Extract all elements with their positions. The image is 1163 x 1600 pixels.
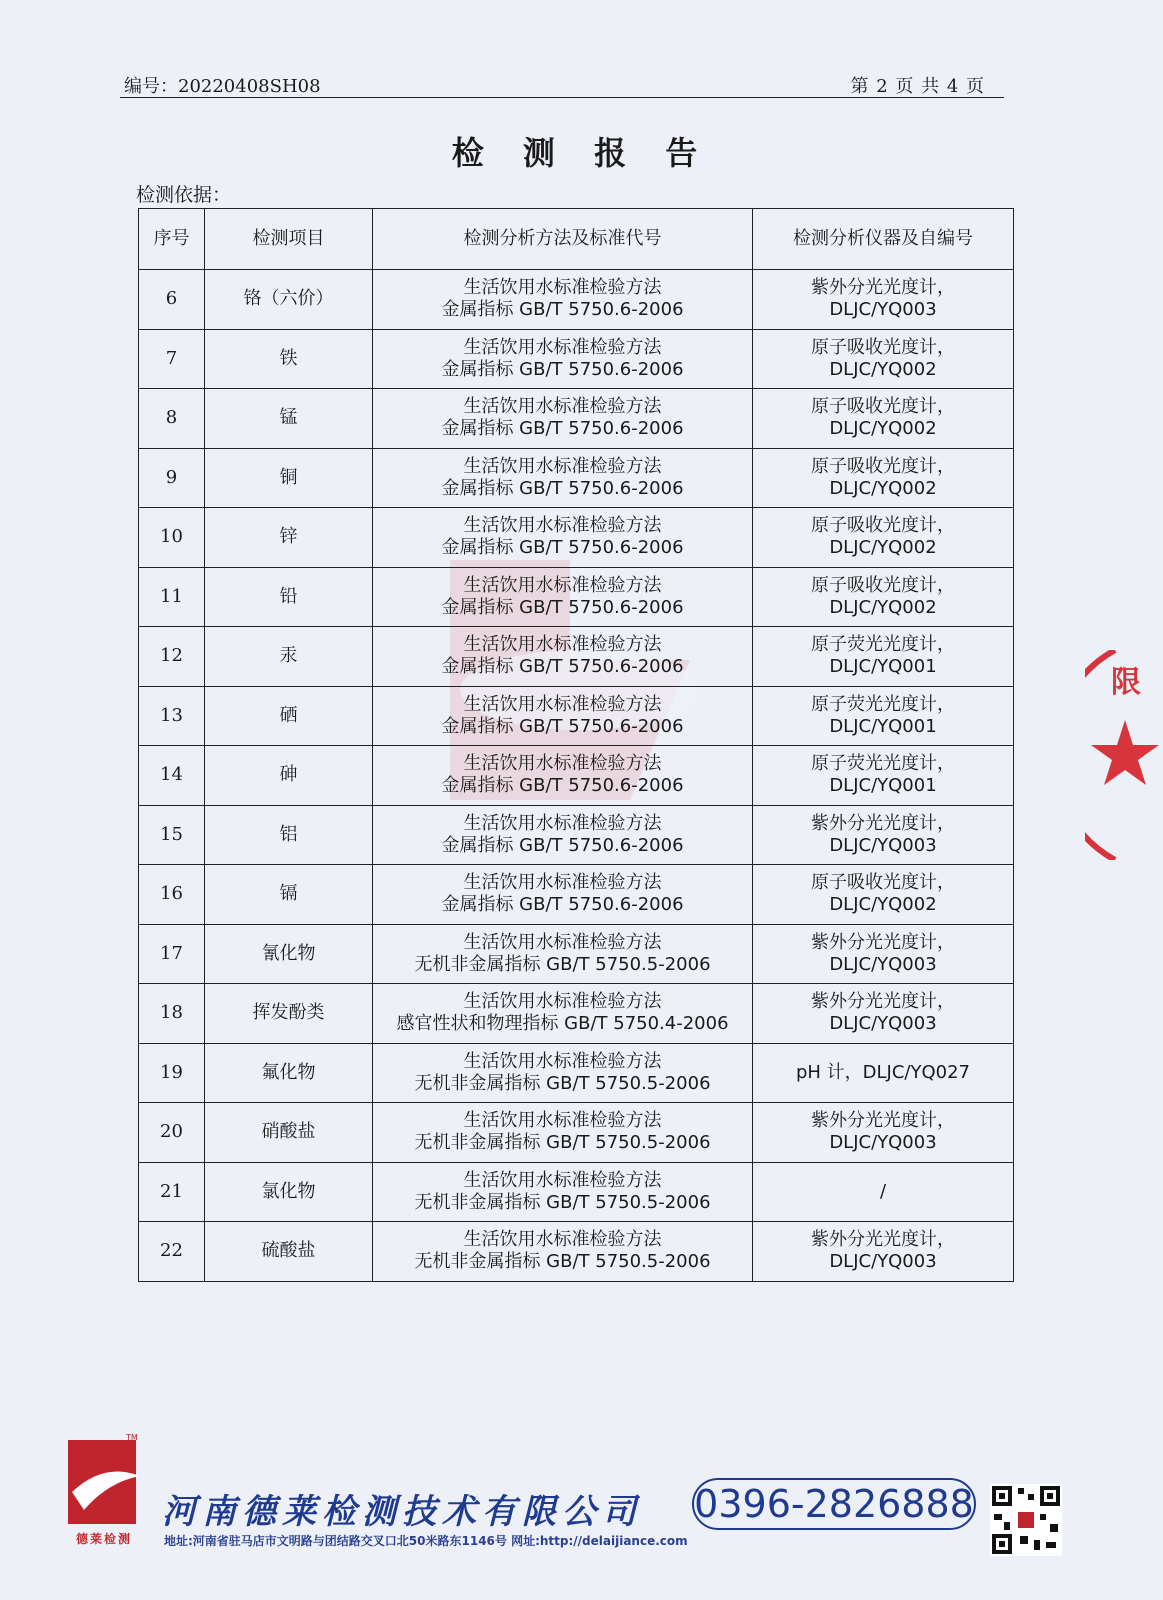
method-line-2: 无机非金属指标 GB/T 5750.5-2006 — [414, 953, 711, 975]
test-item: 硒 — [205, 686, 373, 746]
method-line-1: 生活饮用水标准检验方法 — [463, 1050, 662, 1072]
method-cell — [373, 627, 753, 687]
instrument-line-1: 原子吸收光度计， — [811, 455, 955, 477]
row-number: 22 — [139, 1222, 205, 1282]
row-number: 15 — [139, 805, 205, 865]
instrument-line-2: DLJC/YQ003 — [829, 1132, 937, 1154]
instrument-cell — [753, 567, 1014, 627]
instrument-cell — [753, 389, 1014, 449]
row-number: 14 — [139, 746, 205, 806]
instrument-cell — [753, 805, 1014, 865]
method-line-2: 金属指标 GB/T 5750.6-2006 — [441, 775, 684, 797]
method-line-2: 金属指标 GB/T 5750.6-2006 — [441, 358, 684, 380]
instrument-cell — [753, 329, 1014, 389]
instrument-line-1: 原子荧光光度计， — [811, 693, 955, 715]
report-title: 检 测 报 告 — [451, 134, 712, 172]
method-line-1: 生活饮用水标准检验方法 — [463, 693, 662, 715]
instrument-line-2: DLJC/YQ003 — [829, 1251, 937, 1273]
instrument-line-2: DLJC/YQ002 — [829, 894, 937, 916]
row-number: 7 — [139, 329, 205, 389]
instrument-cell — [753, 627, 1014, 687]
method-line-2: 无机非金属指标 GB/T 5750.5-2006 — [414, 1191, 711, 1213]
method-line-2: 金属指标 GB/T 5750.6-2006 — [441, 596, 684, 618]
method-cell — [373, 448, 753, 508]
company-address: 地址:河南省驻马店市文明路与团结路交叉口北50米路东1146号 网址:http://delaijiance.com — [164, 1534, 688, 1548]
method-cell — [373, 686, 753, 746]
method-line-1: 生活饮用水标准检验方法 — [463, 812, 662, 834]
table-row — [139, 270, 1014, 330]
test-item: 铜 — [205, 448, 373, 508]
method-line-2: 金属指标 GB/T 5750.6-2006 — [441, 715, 684, 737]
company-logo-icon — [64, 1432, 144, 1528]
row-number: 10 — [139, 508, 205, 568]
company-name: 河南德莱检测技术有限公司 — [162, 1492, 642, 1532]
page-info: 第 2 页 共 4 页 — [850, 76, 985, 97]
instrument-cell — [753, 1103, 1014, 1163]
instrument-cell — [753, 865, 1014, 925]
instrument-line-1: 紫外分光光度计， — [811, 991, 955, 1013]
row-number: 16 — [139, 865, 205, 925]
instrument-cell — [753, 270, 1014, 330]
instrument-line-1: pH 计，DLJC/YQ027 — [795, 1061, 971, 1083]
row-number: 12 — [139, 627, 205, 687]
method-line-2: 金属指标 GB/T 5750.6-2006 — [441, 894, 684, 916]
test-item: 硝酸盐 — [205, 1103, 373, 1163]
instrument-line-1: 紫外分光光度计， — [811, 812, 955, 834]
header-divider — [120, 97, 1004, 98]
row-number: 11 — [139, 567, 205, 627]
method-line-1: 生活饮用水标准检验方法 — [463, 336, 662, 358]
method-cell — [373, 389, 753, 449]
column-header-no: 序号 — [139, 209, 205, 270]
instrument-line-1: 原子荧光光度计， — [811, 753, 955, 775]
column-header-instrument: 检测分析仪器及自编号 — [753, 209, 1014, 270]
instrument-line-1: 紫外分光光度计， — [811, 931, 955, 953]
test-item: 镉 — [205, 865, 373, 925]
instrument-line-2: DLJC/YQ002 — [829, 418, 937, 440]
method-line-1: 生活饮用水标准检验方法 — [463, 872, 662, 894]
table-row — [139, 1043, 1014, 1103]
method-cell — [373, 865, 753, 925]
table-row — [139, 686, 1014, 746]
test-item: 氟化物 — [205, 1043, 373, 1103]
method-line-2: 金属指标 GB/T 5750.6-2006 — [441, 656, 684, 678]
method-line-2: 无机非金属指标 GB/T 5750.5-2006 — [414, 1132, 711, 1154]
row-number: 17 — [139, 924, 205, 984]
test-item: 锰 — [205, 389, 373, 449]
method-cell — [373, 1103, 753, 1163]
test-item: 氰化物 — [205, 924, 373, 984]
test-item: 硫酸盐 — [205, 1222, 373, 1282]
test-item: 挥发酚类 — [205, 984, 373, 1044]
test-item: 氯化物 — [205, 1162, 373, 1222]
test-item: 锌 — [205, 508, 373, 568]
test-basis-table — [138, 208, 1014, 1282]
method-cell — [373, 924, 753, 984]
table-row — [139, 389, 1014, 449]
instrument-cell — [753, 1043, 1014, 1103]
company-phone: 0396-2826888 — [692, 1478, 976, 1530]
method-cell — [373, 984, 753, 1044]
row-number: 19 — [139, 1043, 205, 1103]
logo-caption: 德莱检测 — [75, 1532, 132, 1546]
instrument-line-1: 原子吸收光度计， — [811, 872, 955, 894]
row-number: 18 — [139, 984, 205, 1044]
method-line-2: 感官性状和物理指标 GB/T 5750.4-2006 — [396, 1013, 729, 1035]
method-cell — [373, 270, 753, 330]
instrument-cell — [753, 686, 1014, 746]
instrument-cell — [753, 1162, 1014, 1222]
svg-text:限: 限 — [1111, 665, 1141, 700]
instrument-line-1: 原子吸收光度计， — [811, 574, 955, 596]
method-cell — [373, 1043, 753, 1103]
method-line-1: 生活饮用水标准检验方法 — [463, 277, 662, 299]
column-header-method: 检测分析方法及标准代号 — [373, 209, 753, 270]
instrument-line-2: DLJC/YQ001 — [829, 656, 937, 678]
instrument-cell — [753, 746, 1014, 806]
instrument-line-2: DLJC/YQ001 — [829, 715, 937, 737]
table-row — [139, 746, 1014, 806]
test-item: 铅 — [205, 567, 373, 627]
method-line-2: 金属指标 GB/T 5750.6-2006 — [441, 834, 684, 856]
instrument-line-1: 紫外分光光度计， — [811, 1110, 955, 1132]
seal-stamp-icon — [1085, 650, 1163, 860]
basis-label: 检测依据： — [136, 184, 232, 206]
row-number: 13 — [139, 686, 205, 746]
table-row — [139, 805, 1014, 865]
table-row — [139, 1103, 1014, 1163]
trademark-mark: TM — [126, 1433, 138, 1442]
report-number: 编号：20220408SH08 — [124, 76, 321, 97]
row-number: 8 — [139, 389, 205, 449]
method-cell — [373, 746, 753, 806]
table-row — [139, 448, 1014, 508]
row-number: 9 — [139, 448, 205, 508]
instrument-line-1: 紫外分光光度计， — [811, 277, 955, 299]
table-row — [139, 984, 1014, 1044]
method-line-1: 生活饮用水标准检验方法 — [463, 634, 662, 656]
instrument-line-2: DLJC/YQ003 — [829, 1013, 937, 1035]
test-item: 汞 — [205, 627, 373, 687]
instrument-line-2: DLJC/YQ003 — [829, 299, 937, 321]
table-row — [139, 865, 1014, 925]
instrument-cell — [753, 924, 1014, 984]
method-line-1: 生活饮用水标准检验方法 — [463, 991, 662, 1013]
method-cell — [373, 1162, 753, 1222]
method-cell — [373, 567, 753, 627]
instrument-line-2: DLJC/YQ002 — [829, 596, 937, 618]
instrument-cell — [753, 1222, 1014, 1282]
method-cell — [373, 508, 753, 568]
method-line-1: 生活饮用水标准检验方法 — [463, 574, 662, 596]
instrument-line-2: DLJC/YQ002 — [829, 477, 937, 499]
instrument-cell — [753, 448, 1014, 508]
instrument-line-1: 原子荧光光度计， — [811, 634, 955, 656]
row-number: 6 — [139, 270, 205, 330]
row-number: 20 — [139, 1103, 205, 1163]
instrument-line-2: DLJC/YQ001 — [829, 775, 937, 797]
table-row — [139, 508, 1014, 568]
table-row — [139, 627, 1014, 687]
instrument-line-1: / — [879, 1180, 887, 1202]
instrument-cell — [753, 508, 1014, 568]
table-header-row — [139, 209, 1014, 270]
method-line-1: 生活饮用水标准检验方法 — [463, 931, 662, 953]
instrument-line-2: DLJC/YQ003 — [829, 953, 937, 975]
instrument-line-1: 原子吸收光度计， — [811, 336, 955, 358]
instrument-line-1: 紫外分光光度计， — [811, 1229, 955, 1251]
test-item: 铬（六价） — [205, 270, 373, 330]
method-line-1: 生活饮用水标准检验方法 — [463, 1169, 662, 1191]
test-item: 铝 — [205, 805, 373, 865]
method-line-2: 金属指标 GB/T 5750.6-2006 — [441, 299, 684, 321]
table-row — [139, 329, 1014, 389]
method-line-1: 生活饮用水标准检验方法 — [463, 455, 662, 477]
method-line-1: 生活饮用水标准检验方法 — [463, 1110, 662, 1132]
method-cell — [373, 1222, 753, 1282]
table-row — [139, 924, 1014, 984]
method-line-1: 生活饮用水标准检验方法 — [463, 515, 662, 537]
instrument-line-2: DLJC/YQ002 — [829, 537, 937, 559]
row-number: 21 — [139, 1162, 205, 1222]
method-line-2: 无机非金属指标 GB/T 5750.5-2006 — [414, 1251, 711, 1273]
instrument-line-1: 原子吸收光度计， — [811, 515, 955, 537]
column-header-item: 检测项目 — [205, 209, 373, 270]
table-row — [139, 1222, 1014, 1282]
method-line-2: 金属指标 GB/T 5750.6-2006 — [441, 537, 684, 559]
instrument-cell — [753, 984, 1014, 1044]
method-line-2: 金属指标 GB/T 5750.6-2006 — [441, 418, 684, 440]
method-line-1: 生活饮用水标准检验方法 — [463, 1229, 662, 1251]
method-cell — [373, 805, 753, 865]
method-line-2: 金属指标 GB/T 5750.6-2006 — [441, 477, 684, 499]
instrument-line-2: DLJC/YQ003 — [829, 834, 937, 856]
table-row — [139, 567, 1014, 627]
method-line-2: 无机非金属指标 GB/T 5750.5-2006 — [414, 1072, 711, 1094]
method-line-1: 生活饮用水标准检验方法 — [463, 396, 662, 418]
method-line-1: 生活饮用水标准检验方法 — [463, 753, 662, 775]
test-item: 铁 — [205, 329, 373, 389]
table-row — [139, 1162, 1014, 1222]
instrument-line-1: 原子吸收光度计， — [811, 396, 955, 418]
test-item: 砷 — [205, 746, 373, 806]
instrument-line-2: DLJC/YQ002 — [829, 358, 937, 380]
qr-code-icon — [990, 1484, 1062, 1556]
method-cell — [373, 329, 753, 389]
